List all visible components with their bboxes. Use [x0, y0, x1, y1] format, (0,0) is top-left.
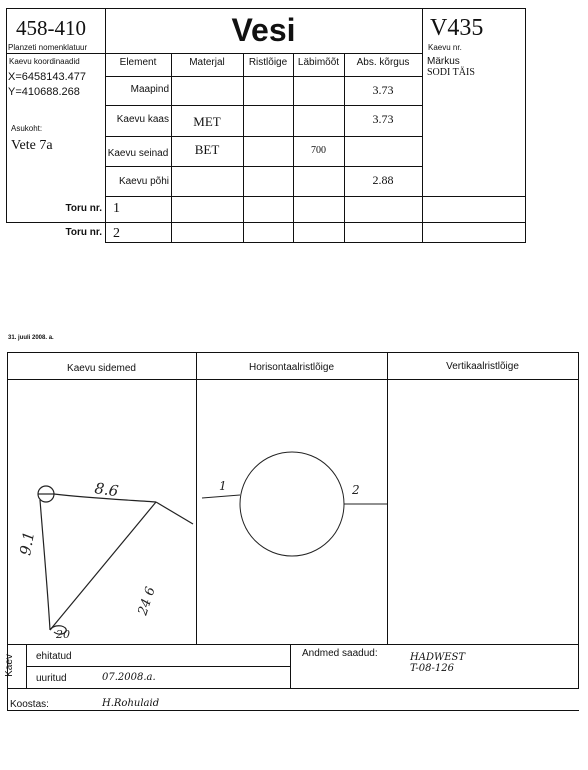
- col-header-diameter: Läbimõõt: [297, 57, 340, 68]
- data-source-label: Andmed saadud:: [302, 648, 378, 659]
- sketch-pipe2: 2: [352, 483, 360, 497]
- built-label: ehitatud: [36, 651, 72, 662]
- row-abs-height: 2.88: [372, 173, 394, 187]
- row-abs-height: 3.73: [372, 83, 394, 97]
- sketch-bottom-label: 20: [56, 628, 70, 641]
- col-header-material: Materjal: [189, 57, 225, 68]
- coord-y: Y=410688.268: [8, 86, 80, 98]
- surveyed-label: uuritud: [36, 673, 67, 684]
- pipe-number: 1: [113, 201, 120, 216]
- sketch-pipe1: 1: [219, 479, 227, 493]
- compiled-label: Koostas:: [10, 699, 49, 710]
- data-source-line2: T-08-126: [410, 663, 454, 674]
- row-abs-height: 3.73: [372, 112, 394, 126]
- sketch-left-distance: 9.1: [16, 530, 39, 557]
- surveyed-value: 07.2008.a.: [102, 672, 156, 683]
- horizontal-section-sketch: [197, 380, 387, 644]
- compiled-value: H.Rohulaid: [102, 698, 160, 709]
- remarks-text: SODI TÄIS: [427, 67, 475, 78]
- page-title: Vesi: [231, 12, 296, 48]
- col-title-connections: Kaevu sidemed: [67, 363, 136, 374]
- row-element: Maapind: [130, 84, 169, 95]
- col-header-cross-section: Ristlõige: [248, 57, 288, 68]
- connections-sketch: [8, 380, 196, 644]
- row-diameter: 700: [311, 145, 326, 156]
- row-element: Kaevu põhi: [118, 176, 169, 187]
- row-element: Kaevu seinad: [107, 148, 169, 159]
- col-header-element: Element: [119, 57, 157, 68]
- address: Vete 7a: [11, 138, 53, 153]
- col-title-vertical: Vertikaalristlõige: [446, 361, 519, 372]
- pipe-label: Toru nr.: [65, 227, 102, 238]
- pipe-number: 2: [113, 226, 120, 241]
- coord-x: X=6458143.477: [8, 71, 86, 83]
- remarks-label: Märkus: [427, 56, 460, 67]
- col-title-horizontal: Horisontaalristlõige: [248, 362, 335, 373]
- row-element: Kaevu kaas: [116, 114, 169, 125]
- well-id-label: Kaevu nr.: [428, 43, 462, 52]
- col-header-abs-height: Abs. kõrgus: [356, 57, 410, 68]
- coords-label: Kaevu koordinaadid: [9, 57, 80, 66]
- well-id: V435: [430, 15, 484, 41]
- sketch-diag-label: 24 6: [135, 585, 159, 618]
- sheet-code-label: Planzeti nomenklatuur: [8, 43, 88, 52]
- date-note: 31. juuli 2008. a.: [8, 335, 54, 341]
- side-label: Kaev: [3, 654, 15, 677]
- data-source-line1: HADWEST: [410, 652, 466, 663]
- address-label: Asukoht:: [11, 124, 43, 133]
- row-material: MET: [193, 114, 221, 129]
- pipe-label: Toru nr.: [65, 203, 102, 214]
- sheet-code: 458-410: [16, 16, 86, 40]
- sketch-top-distance: 8.6: [93, 479, 120, 501]
- row-material: BET: [194, 142, 220, 157]
